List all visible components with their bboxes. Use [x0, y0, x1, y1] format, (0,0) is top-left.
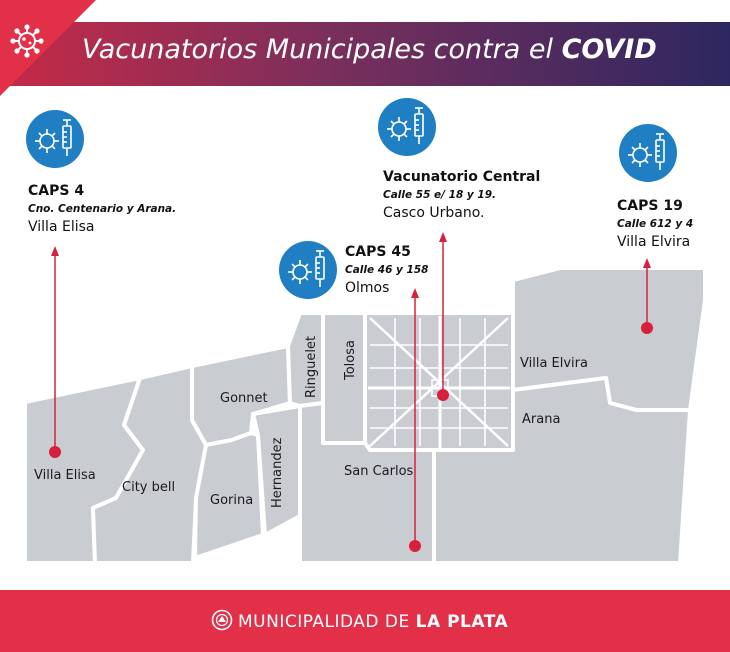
- site-name-central: Vacunatorio Central: [383, 169, 541, 185]
- marker-dot-caps19: [641, 322, 653, 334]
- marker-arrow-central: [439, 232, 447, 242]
- district-label-villa-elisa: Villa Elisa: [34, 468, 96, 483]
- virus-syringe-icon: [26, 110, 84, 168]
- marker-arrow-caps19: [643, 258, 651, 268]
- virus-syringe-icon: [619, 124, 677, 182]
- site-address-central: Calle 55 e/ 18 y 19.: [383, 189, 497, 201]
- footer-brand-text: MUNICIPALIDAD DE LA PLATA: [238, 612, 509, 632]
- marker-dot-caps45: [409, 540, 421, 552]
- marker-arrow-caps4: [51, 246, 59, 256]
- district-label-tolosa: Tolosa: [343, 340, 358, 380]
- district-label-san-carlos: San Carlos: [344, 464, 414, 479]
- municipal-seal-icon: [211, 609, 233, 631]
- district-label-arana: Arana: [522, 412, 561, 427]
- marker-dot-central: [437, 389, 449, 401]
- site-area-caps19: Villa Elvira: [617, 234, 691, 250]
- page-title: Vacunatorios Municipales contra el COVID: [82, 34, 657, 65]
- site-name-caps45: CAPS 45: [345, 244, 411, 260]
- site-name-caps19: CAPS 19: [617, 198, 683, 214]
- district-label-hernandez: Hernandez: [270, 437, 285, 508]
- marker-arrow-caps45: [411, 288, 419, 298]
- district-label-villa-elvira: Villa Elvira: [520, 356, 588, 371]
- marker-dot-caps4: [49, 446, 61, 458]
- district-label-gonnet: Gonnet: [220, 391, 268, 406]
- site-address-caps45: Calle 46 y 158: [345, 264, 429, 276]
- virus-syringe-icon: [378, 98, 436, 156]
- site-address-caps4: Cno. Centenario y Arana.: [28, 203, 177, 215]
- site-name-caps4: CAPS 4: [28, 183, 85, 199]
- district-label-ringuelet: Ringuelet: [304, 335, 319, 398]
- district-label-gorina: Gorina: [210, 493, 254, 508]
- site-area-caps4: Villa Elisa: [28, 219, 95, 235]
- district-label-city-bell: City bell: [122, 480, 176, 495]
- virus-syringe-icon: [279, 241, 337, 299]
- site-area-caps45: Olmos: [345, 280, 390, 296]
- site-address-caps19: Calle 612 y 4: [617, 218, 694, 230]
- site-area-central: Casco Urbano.: [383, 205, 485, 221]
